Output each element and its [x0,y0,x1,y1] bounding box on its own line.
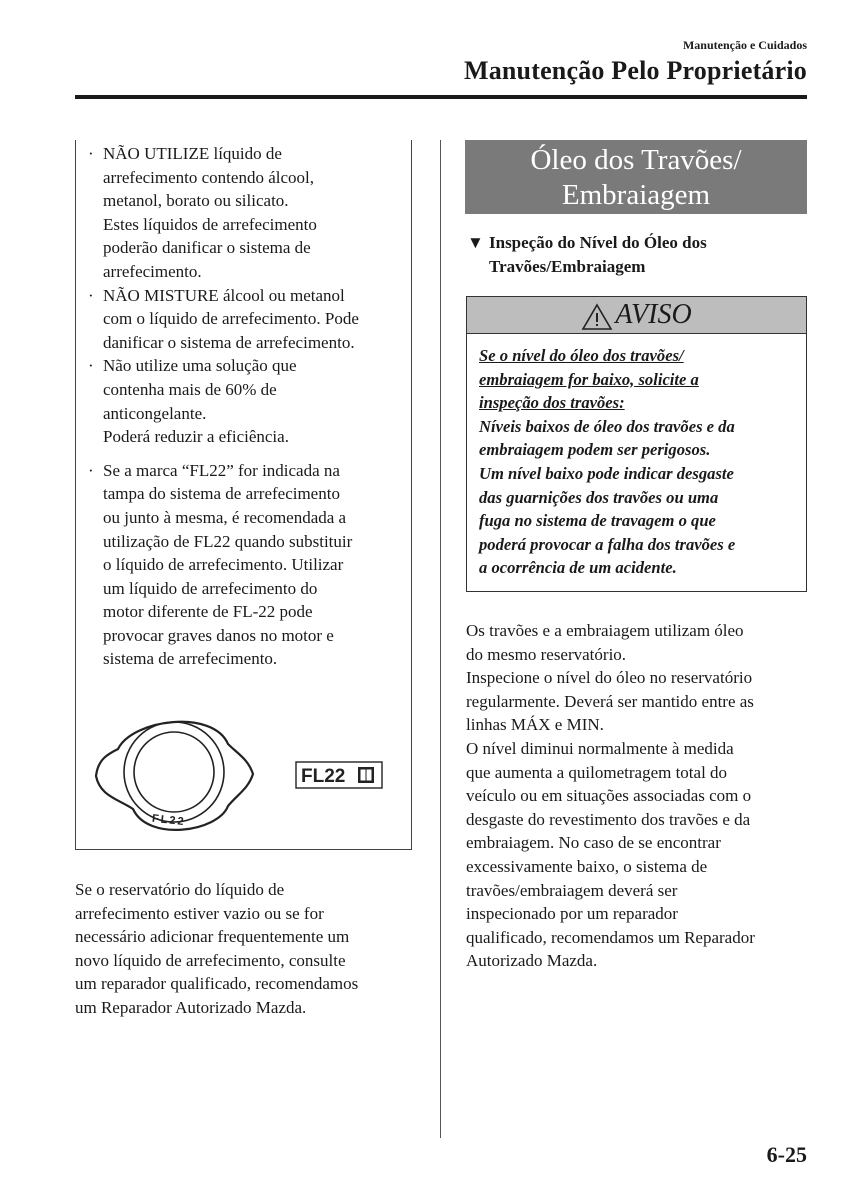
warning-underlined-line: inspeção dos travões: [479,393,625,413]
paragraph-line: regularmente. Deverá ser mantido entre as [466,691,754,711]
paragraph-line: Autorizado Mazda. [466,951,598,971]
bullet-dot: · [88,144,94,163]
note-item [88,354,408,448]
bullet-dot: · [88,460,94,480]
warning-line: das guarnições dos travões ou uma [479,487,719,507]
paragraph-line: travões/embraiagem deverá ser [466,880,678,900]
note-line: arrefecimento contendo álcool, [103,167,314,187]
warning-title: AVISO [615,299,692,330]
warning-line: Um nível baixo pode indicar desgaste [479,463,734,483]
note-line: danificar o sistema de arrefecimento. [103,332,355,352]
note-line: o líquido de arrefecimento. Utilizar [103,555,344,575]
paragraph-line: arrefecimento estiver vazio ou se for [75,903,324,923]
note-line: utilização de FL22 quando substituir [103,531,353,551]
radiator-cap-illustration [88,714,398,839]
note-line: NÃO UTILIZE líquido de [103,144,282,163]
coolant-reservoir-paragraph [75,878,412,1020]
brake-fluid-paragraph [466,619,811,973]
paragraph-line: novo líquido de arrefecimento, consulte [75,950,346,970]
note-line: ou junto à mesma, é recomendada a [103,507,347,527]
note-line: com o líquido de arrefecimento. Pode [103,309,359,329]
section-title [465,140,807,214]
paragraph-line: que aumenta a quilometragem total do [466,762,728,782]
header-rule [75,95,807,99]
warning-header [467,297,806,334]
page-title: Manutenção Pelo Proprietário [463,56,807,85]
note-line: provocar graves danos no motor e [103,625,334,645]
cap-outline [96,722,253,830]
book-icon [358,767,374,783]
warning-line: fuga no sistema de travagem o que [479,511,716,531]
paragraph-line: qualificado, recomendamos um Reparador [466,927,755,947]
note-item [88,142,408,284]
paragraph-line: desgaste do revestimento dos travões e da [466,809,751,829]
warning-line: a ocorrência de um acidente. [479,558,677,578]
warning-box [466,296,807,592]
note-line: tampa do sistema de arrefecimento [103,484,340,504]
note-line: poderão danificar o sistema de [103,238,311,258]
note-line: contenha mais de 60% de [103,379,277,399]
paragraph-line: Inspecione o nível do óleo no reservatório [466,668,753,688]
paragraph-line: veículo ou em situações associadas com o [466,786,752,806]
note-line: motor diferente de FL-22 pode [103,602,313,622]
warning-triangle-icon [581,303,613,331]
paragraph-line: O nível diminui normalmente à medida [466,738,734,758]
bullet-dot: · [88,285,94,305]
warning-line: embraiagem podem ser perigosos. [479,440,711,460]
paragraph-line: Se o reservatório do líquido de [75,880,285,899]
warning-line: Níveis baixos de óleo dos travões e da [479,416,735,436]
paragraph-line: embraiagem. No caso de se encontrar [466,833,721,853]
note-line: NÃO MISTURE álcool ou metanol [103,285,345,305]
note-line: Poderá reduzir a eficiência. [103,427,289,447]
paragraph-line: do mesmo reservatório. [466,644,627,664]
note-line: sistema de arrefecimento. [103,649,278,669]
note-item [88,459,408,671]
paragraph-line: Os travões e a embraiagem utilizam óleo [466,621,744,640]
note-line: Estes líquidos de arrefecimento [103,214,317,234]
paragraph-line: linhas MÁX e MIN. [466,715,604,735]
warning-underlined-line: Se o nível do óleo dos travões/ [479,346,684,365]
paragraph-line: um Reparador Autorizado Mazda. [75,997,307,1017]
triangle-down-icon: ▼ [467,233,484,252]
paragraph-line: um reparador qualificado, recomendamos [75,974,359,994]
paragraph-line: inspecionado por um reparador [466,904,678,924]
page-number: 6-25 [766,1142,807,1167]
column-divider [440,140,441,1138]
warning-underlined-line: embraiagem for baixo, solicite a [479,369,699,389]
fl22-label-text: FL22 [301,766,346,787]
note-line: arrefecimento. [103,261,202,281]
sub-heading [467,231,807,278]
section-title-line: Embraiagem [561,179,711,211]
paragraph-line: excessivamente baixo, o sistema de [466,856,708,876]
note-item [88,284,408,355]
fl22-label [296,762,382,788]
note-line: Não utilize uma solução que [103,356,297,376]
sub-heading-line: Travões/Embraiagem [489,256,646,276]
note-line: metanol, borato ou silicato. [103,191,289,211]
warning-line: poderá provocar a falha dos travões e [479,534,736,554]
note-line: anticongelante. [103,403,207,423]
note-line: um líquido de arrefecimento do [103,578,318,598]
sub-heading-line: Inspeção do Nível do Óleo dos [489,233,707,252]
warning-body [467,334,806,580]
notes-list [88,142,408,671]
bullet-dot: · [88,356,94,376]
section-title-line: Óleo dos Travões/ [530,144,742,176]
note-line: Se a marca “FL22” for indicada na [103,460,340,480]
cap-marking-text: FL22 [151,812,187,829]
chapter-title: Manutenção e Cuidados [682,38,807,52]
paragraph-line: necessário adicionar frequentemente um [75,927,350,947]
